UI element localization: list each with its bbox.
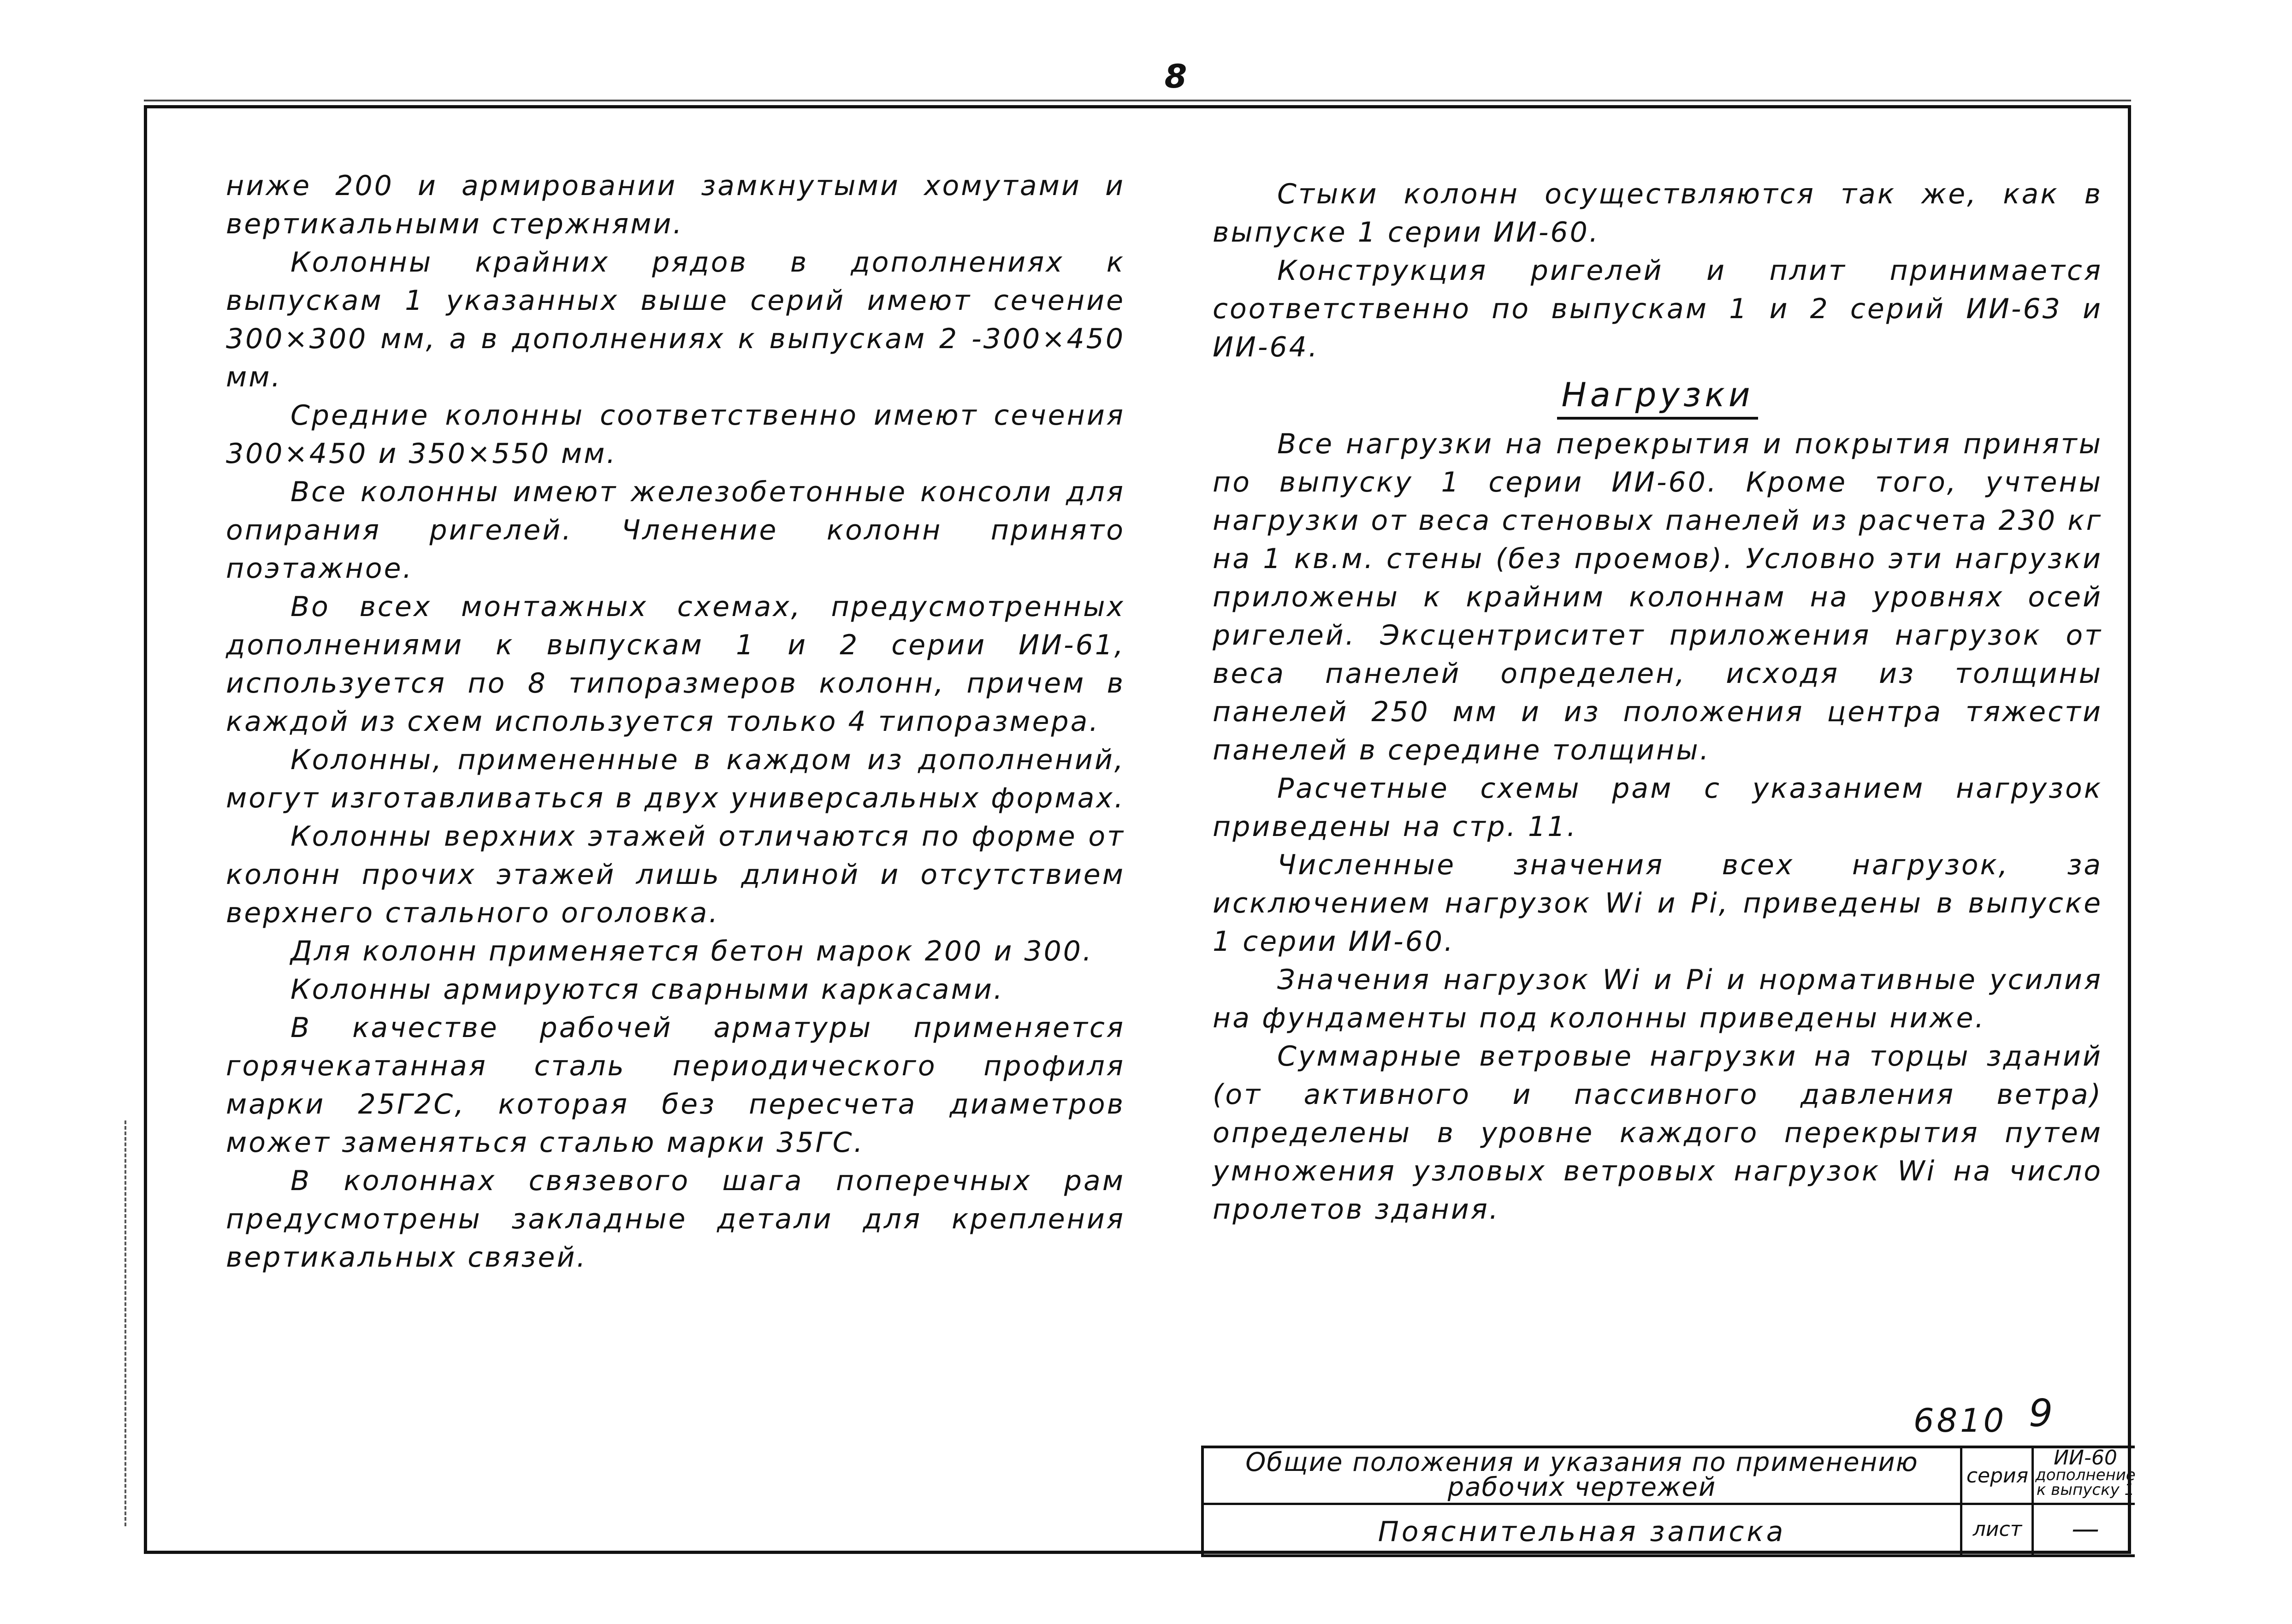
series-note: дополнение к выпуску 1 [2035,1466,2136,1499]
left-text-column [226,167,1125,1277]
paragraph: В колоннах связевого шага поперечных рам предусмотрены закладные детали для крепления вертикальных связей. [226,1165,1125,1274]
paragraph: Для колонн применяется бетон марок 200 и 300. [290,935,1094,967]
paragraph: Колонны крайних рядов в дополнениях к выпускам 1 указанных выше серий имеют сечение 300×300 мм, а в дополнениях к выпускам 2 -300×450 мм. [226,246,1125,393]
paragraph: Колонны армируются сварными каркасами. [290,973,1004,1006]
title-block-divider [1960,1448,1962,1557]
paragraph: ниже 200 и армировании замкнутыми хомутами и вертикальными стержнями. [226,170,1125,240]
paragraph: Колонны верхних этажей отличаются по форме от колонн прочих этажей лишь длиной и отсутствием верхнего стального оголовка. [226,820,1125,929]
sheet-value: — [2072,1513,2099,1545]
series-value: ИИ-60 [2054,1446,2117,1470]
sheet-label: лист [1972,1517,2022,1541]
paragraph: Численные значения всех нагрузок, за исключением нагрузок Wi и Pi, приведены в выпуске 1 серии ИИ-60. [1213,849,2102,958]
section-title [1213,376,2102,414]
drawing-number: 6810 [1913,1402,2007,1440]
document-name: Пояснительная записка [1378,1516,1786,1548]
paragraph: Значения нагрузок Wi и Pi и нормативные усилия на фундаменты под колонны приведены ниже. [1213,964,2102,1034]
paragraph: Во всех монтажных схемах, предусмотренных дополнениями к выпускам 1 и 2 серии ИИ-61, используется по 8 типоразмеров колонн, причем в каждой из схем используется только 4 типоразмера. [226,591,1125,738]
right-column-top [1213,175,2102,367]
title-block [1201,1446,2135,1557]
series-cell [2035,1448,2136,1497]
section-title-text: Нагрузки [1557,375,1759,420]
paragraph: Стыки колонн осуществляются так же, как в выпуске 1 серии ИИ-60. [1213,178,2102,249]
page-number: 8 [1164,58,1187,95]
right-column-bottom [1213,425,2102,1229]
paragraph: Колонны, примененные в каждом из дополнений, могут изготавливаться в двух универсальных формах. [226,744,1125,814]
paragraph: В качестве рабочей арматуры применяется горячекатанная сталь периодического профиля марки 25Г2С, которая без пересчета диаметров может заменяться сталью марки 35ГС. [226,1012,1125,1159]
paragraph: Расчетные схемы рам с указанием нагрузок приведены на стр. 11. [1213,772,2102,843]
paragraph: Суммарные ветровые нагрузки на торцы зданий (от активного и пассивного давления ветра) определены в уровне каждого перекрытия путем умножения узловых ветровых нагрузок Wi на число пролетов здания. [1213,1040,2102,1226]
series-label: серия [1966,1464,2029,1488]
paragraph: Средние колонны соответственно имеют сечения 300×450 и 350×550 мм. [226,399,1125,470]
document-title: Общие положения и указания по применению рабочих чертежей [1245,1447,1919,1502]
right-text-column [1213,175,2102,1229]
frame-top-line [144,100,2131,101]
paragraph: Конструкция ригелей и плит принимается соответственно по выпускам 1 и 2 серий ИИ-63 и ИИ-64. [1213,255,2102,363]
paragraph: Все колонны имеют железобетонные консоли для опирания ригелей. Членение колонн принято поэтажное. [226,476,1125,585]
margin-stamp-mark [124,1120,138,1526]
sheet-number: 9 [2029,1392,2053,1435]
paragraph: Все нагрузки на перекрытия и покрытия приняты по выпуску 1 серии ИИ-60. Кроме того, учтены нагрузки от веса стеновых панелей из расчета 230 кг на 1 кв.м. стены (без проемов). Условно эти нагрузки приложены к крайним колоннам на уровнях осей ригелей. Эксцентриситет приложения нагрузок от веса панелей определен, исходя из толщины панелей 250 мм и из положения центра тяжести панелей в середине толщины. [1213,428,2102,766]
